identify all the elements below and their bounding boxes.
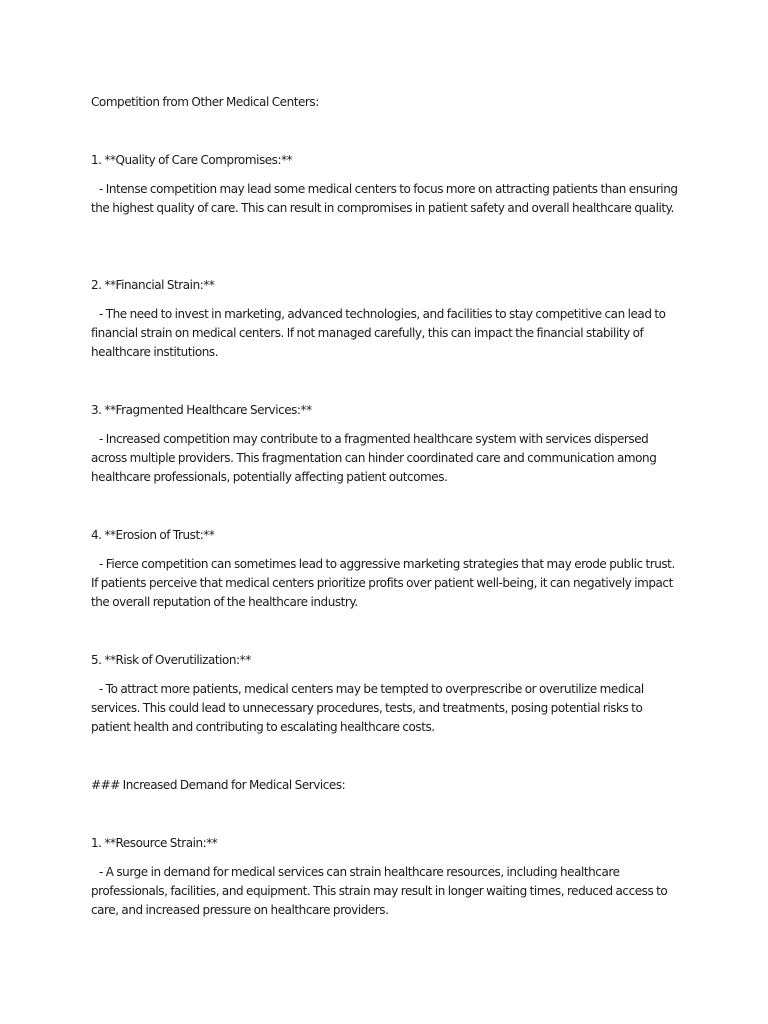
section-title: Competition from Other Medical Centers: [91,95,319,109]
item-body: - Intense competition may lead some medical centers to focus more on attracting patients than ensuring the highest quality of care. This can result in compromises in patient safety and overall healthcare quality. [91,182,678,215]
item-heading: 1. **Resource Strain:** [91,836,218,850]
section-title: ### Increased Demand for Medical Services: [91,778,346,792]
item-body: - Fierce competition can sometimes lead to aggressive marketing strategies that may erode public trust. If patients perceive that medical centers prioritize profits over patient well-being, it can negatively impact the overall reputation of the healthcare industry. [91,557,675,609]
item-body: - The need to invest in marketing, advanced technologies, and facilities to stay competitive can lead to financial strain on medical centers. If not managed carefully, this can impact the financial stability of healthcare institutions. [91,307,666,359]
item-body: - Increased competition may contribute to a fragmented healthcare system with services dispersed across multiple providers. This fragmentation can hinder coordinated care and communication among healthcare professionals, potentially affecting patient outcomes. [91,432,657,484]
item-body: - A surge in demand for medical services can strain healthcare resources, including healthcare professionals, facilities, and equipment. This strain may result in longer waiting times, reduced access to care, and increased pressure on healthcare providers. [91,865,668,917]
item-heading: 1. **Quality of Care Compromises:** [91,153,293,167]
item-heading: 4. **Erosion of Trust:** [91,528,215,542]
item-heading: 3. **Fragmented Healthcare Services:** [91,403,312,417]
item-body: - To attract more patients, medical centers may be tempted to overprescribe or overutilize medical services. This could lead to unnecessary procedures, tests, and treatments, posing potential risks to patient health and contributing to escalating healthcare costs. [91,682,644,734]
item-heading: 5. **Risk of Overutilization:** [91,653,251,667]
item-heading: 2. **Financial Strain:** [91,278,215,292]
